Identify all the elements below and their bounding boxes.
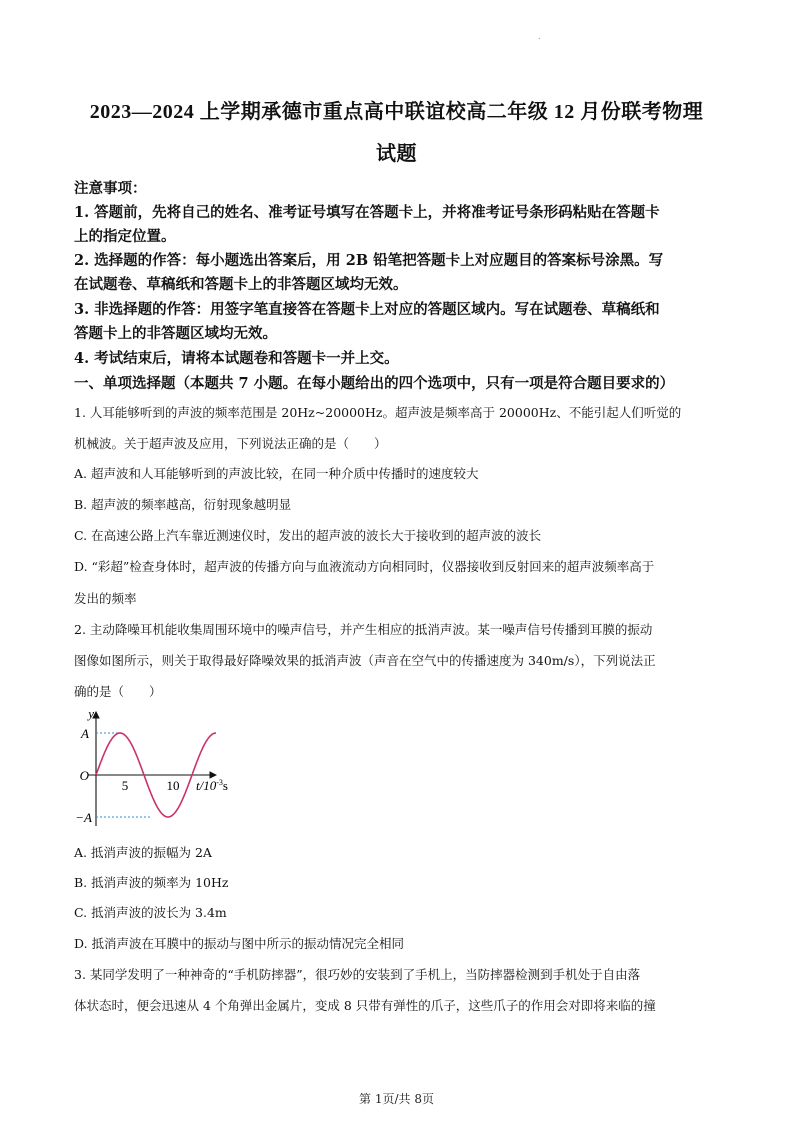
section-heading: 一、单项选择题（本题共 7 小题。在每小题给出的四个选项中，只有一项是符合题目要求的）	[74, 375, 675, 392]
exam-title-line-2: 试题	[376, 143, 417, 165]
q2-option-c: C. 抵消声波的波长为 3.4m	[74, 905, 227, 920]
q2-stem: 图像如图所示，则关于取得最好降噪效果的抵消声波（声音在空气中的传播速度为 340m/s），下列说法正	[74, 653, 656, 668]
notice-line: 2. 选择题的作答：每小题选出答案后，用 2B 铅笔把答题卡上对应题目的答案标号涂黑。写	[74, 252, 664, 269]
q3-stem: 体状态时，便会迅速从 4 个角弹出金属片，变成 8 只带有弹性的爪子，这些爪子的作用会对即将来临的撞	[74, 998, 656, 1013]
q2-stem: 确的是（ ）	[74, 684, 162, 699]
t-axis-label-main: t/10	[196, 778, 217, 793]
exam-title-line-1: 2023—2024 上学期承德市重点高中联谊校高二年级 12 月份联考物理	[89, 101, 704, 123]
notice-line: 4. 考试结束后，请将本试题卷和答题卡一并上交。	[74, 350, 399, 367]
q1-option-d: D. “彩超”检查身体时，超声波的传播方向与血液流动方向相同时，仪器接收到反射回来的超声波频率高于	[74, 559, 655, 574]
q1-option-b: B. 超声波的频率越高，衍射现象越明显	[74, 497, 292, 512]
amplitude-label: A	[81, 726, 89, 741]
t-axis-label-unit: s	[222, 778, 228, 793]
q1-stem: 1. 人耳能够听到的声波的频率范围是 20Hz~20000Hz。超声波是频率高于 20000Hz、不能引起人们听觉的	[74, 405, 682, 420]
header-dot: .	[538, 32, 541, 41]
tick-10: 10	[166, 778, 180, 793]
notice-line: 上的指定位置。	[74, 228, 176, 245]
q1-stem: 机械波。关于超声波及应用，下列说法正确的是（ ）	[74, 436, 387, 451]
q1-option-d-cont: 发出的频率	[74, 591, 137, 606]
t-axis-label	[196, 778, 228, 793]
q2-option-a: A. 抵消声波的振幅为 2A	[74, 845, 212, 860]
y-axis-label: y	[88, 706, 94, 721]
notice-line: 答题卡上的非答题区域均无效。	[74, 325, 277, 342]
notice-line: 1. 答题前，先将自己的姓名、准考证号填写在答题卡上，并将准考证号条形码粘贴在答题卡	[74, 204, 660, 221]
neg-amplitude-label: −A	[75, 810, 92, 825]
q2-stem: 2. 主动降噪耳机能收集周围环境中的噪声信号，并产生相应的抵消声波。某一噪声信号传播到耳膜的振动	[74, 622, 653, 637]
vibration-graph	[66, 702, 256, 832]
q2-option-b: B. 抵消声波的频率为 10Hz	[74, 875, 229, 890]
page-footer: 第 1页/共 8页	[359, 1092, 434, 1106]
q3-stem: 3. 某同学发明了一种神奇的“手机防摔器”，很巧妙的安装到了手机上，当防摔器检测到手机处于自由落	[74, 967, 641, 982]
t-axis-label-exp: -3	[216, 778, 223, 787]
q1-option-c: C. 在高速公路上汽车靠近测速仪时，发出的超声波的波长大于接收到的超声波的波长	[74, 528, 542, 543]
notice-heading: 注意事项：	[74, 180, 147, 197]
notice-line: 在试题卷、草稿纸和答题卡上的非答题区域均无效。	[74, 276, 408, 293]
q1-option-a: A. 超声波和人耳能够听到的声波比较，在同一种介质中传播时的速度较大	[74, 466, 479, 481]
notice-line: 3. 非选择题的作答：用签字笔直接答在答题卡上对应的答题区域内。写在试题卷、草稿纸和	[74, 301, 660, 318]
origin-label: O	[79, 768, 89, 783]
tick-5: 5	[121, 778, 129, 793]
q2-option-d: D. 抵消声波在耳膜中的振动与图中所示的振动情况完全相同	[74, 936, 405, 951]
